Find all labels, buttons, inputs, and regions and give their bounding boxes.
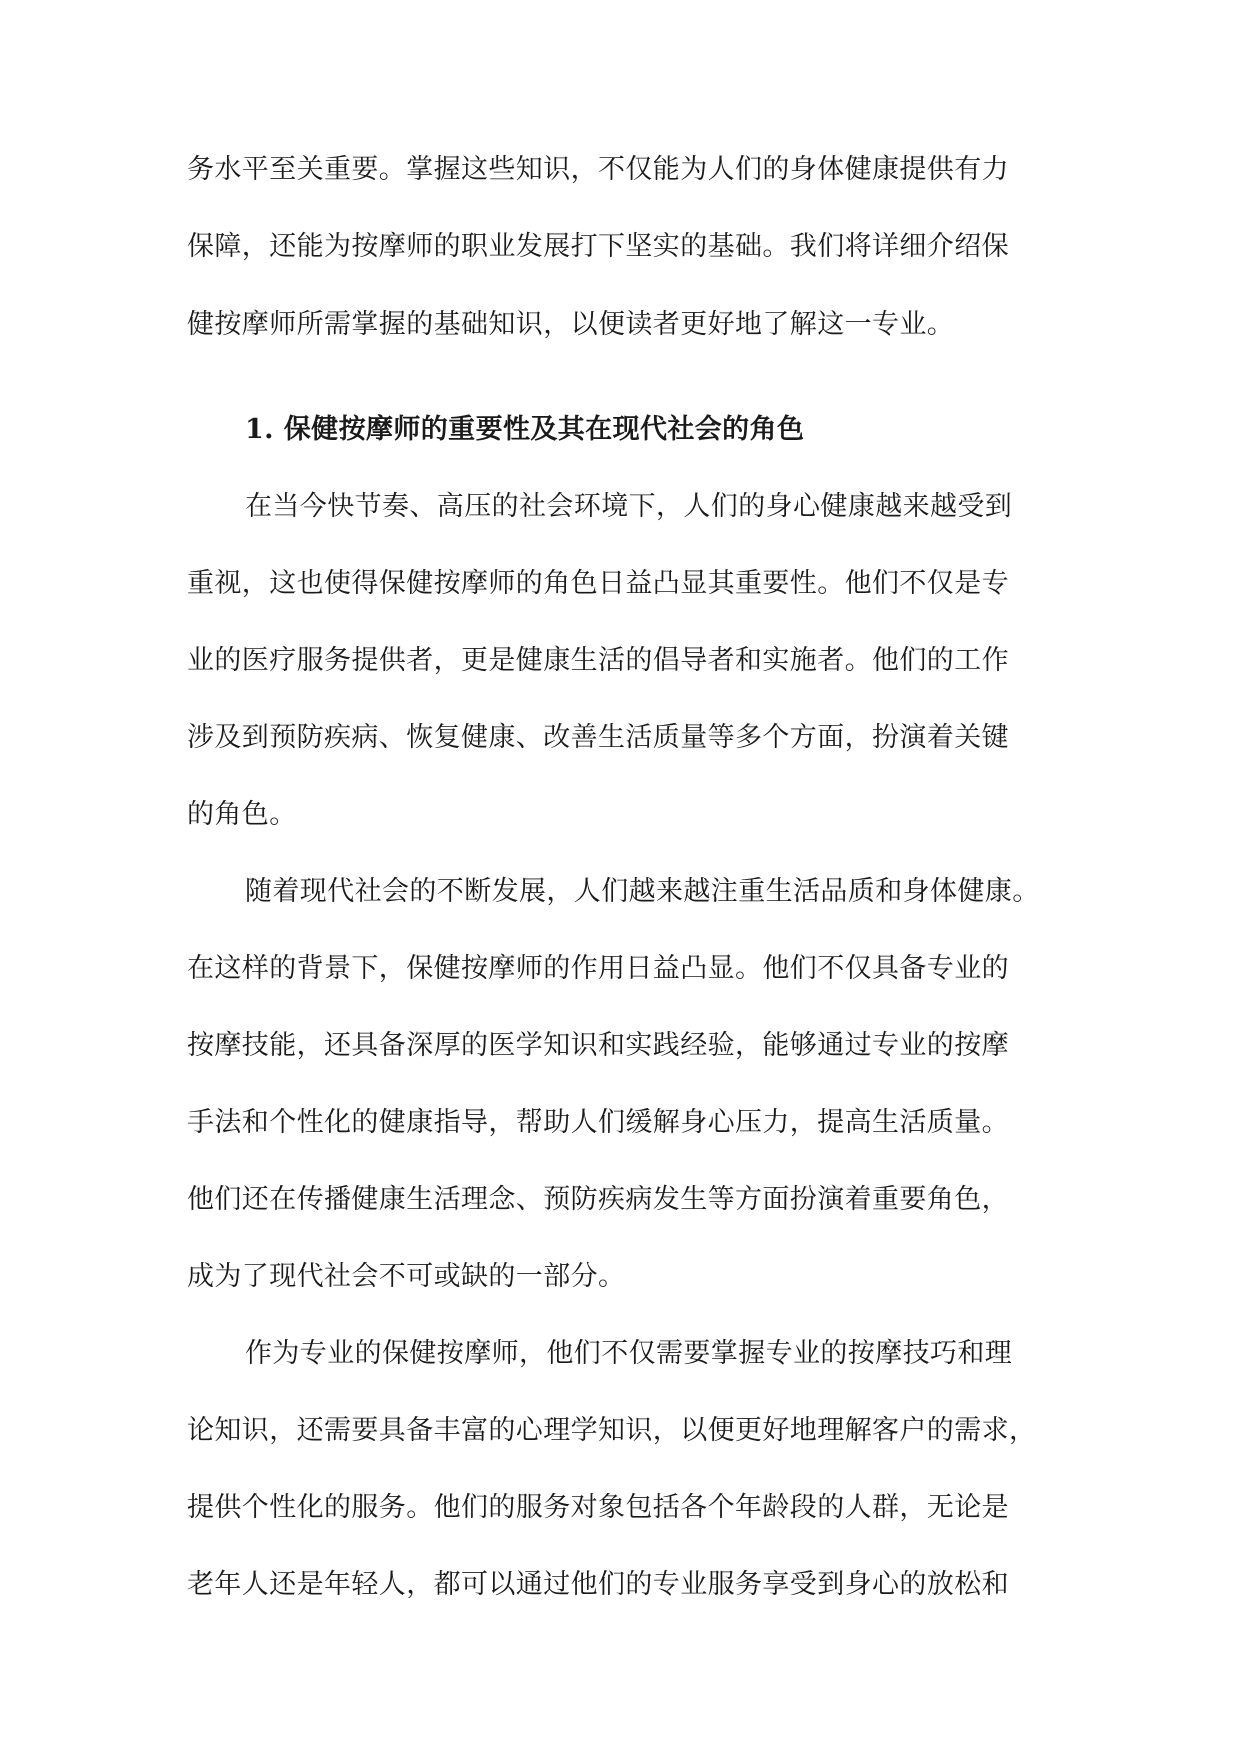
text-line: 手法和个性化的健康指导，帮助人们缓解身心压力，提高生活质量。 xyxy=(187,1107,1009,1138)
text-line: 务水平至关重要。掌握这些知识，不仅能为人们的身体健康提供有力 xyxy=(187,154,1009,185)
paragraph-first-line: 作为专业的保健按摩师，他们不仅需要掌握专业的按摩技巧和理 xyxy=(245,1338,1013,1369)
text-line: 按摩技能，还具备深厚的医学知识和实践经验，能够通过专业的按摩 xyxy=(187,1030,1009,1061)
text-line: 保障，还能为按摩师的职业发展打下坚实的基础。我们将详细介绍保 xyxy=(187,231,1009,262)
text-line: 提供个性化的服务。他们的服务对象包括各个年龄段的人群，无论是 xyxy=(187,1492,1009,1523)
text-line: 在这样的背景下，保健按摩师的作用日益凸显。他们不仅具备专业的 xyxy=(187,953,1009,984)
text-line: 涉及到预防疾病、恢复健康、改善生活质量等多个方面，扮演着关键 xyxy=(187,722,1009,753)
section-heading: 1. 保健按摩师的重要性及其在现代社会的角色 xyxy=(245,414,805,445)
text-line: 论知识，还需要具备丰富的心理学知识，以便更好地理解客户的需求， xyxy=(187,1415,1037,1446)
text-line: 的角色。 xyxy=(187,799,297,830)
text-line: 他们还在传播健康生活理念、预防疾病发生等方面扮演着重要角色， xyxy=(187,1184,1009,1215)
text-line: 业的医疗服务提供者，更是健康生活的倡导者和实施者。他们的工作 xyxy=(187,645,1009,676)
text-line: 成为了现代社会不可或缺的一部分。 xyxy=(187,1261,626,1292)
text-line: 老年人还是年轻人，都可以通过他们的专业服务享受到身心的放松和 xyxy=(187,1569,1009,1600)
text-line: 重视，这也使得保健按摩师的角色日益凸显其重要性。他们不仅是专 xyxy=(187,568,1009,599)
text-line: 健按摩师所需掌握的基础知识，以便读者更好地了解这一专业。 xyxy=(187,309,955,340)
paragraph-first-line: 随着现代社会的不断发展，人们越来越注重生活品质和身体健康。 xyxy=(245,876,1040,907)
paragraph-first-line: 在当今快节奏、高压的社会环境下，人们的身心健康越来越受到 xyxy=(245,491,1013,522)
